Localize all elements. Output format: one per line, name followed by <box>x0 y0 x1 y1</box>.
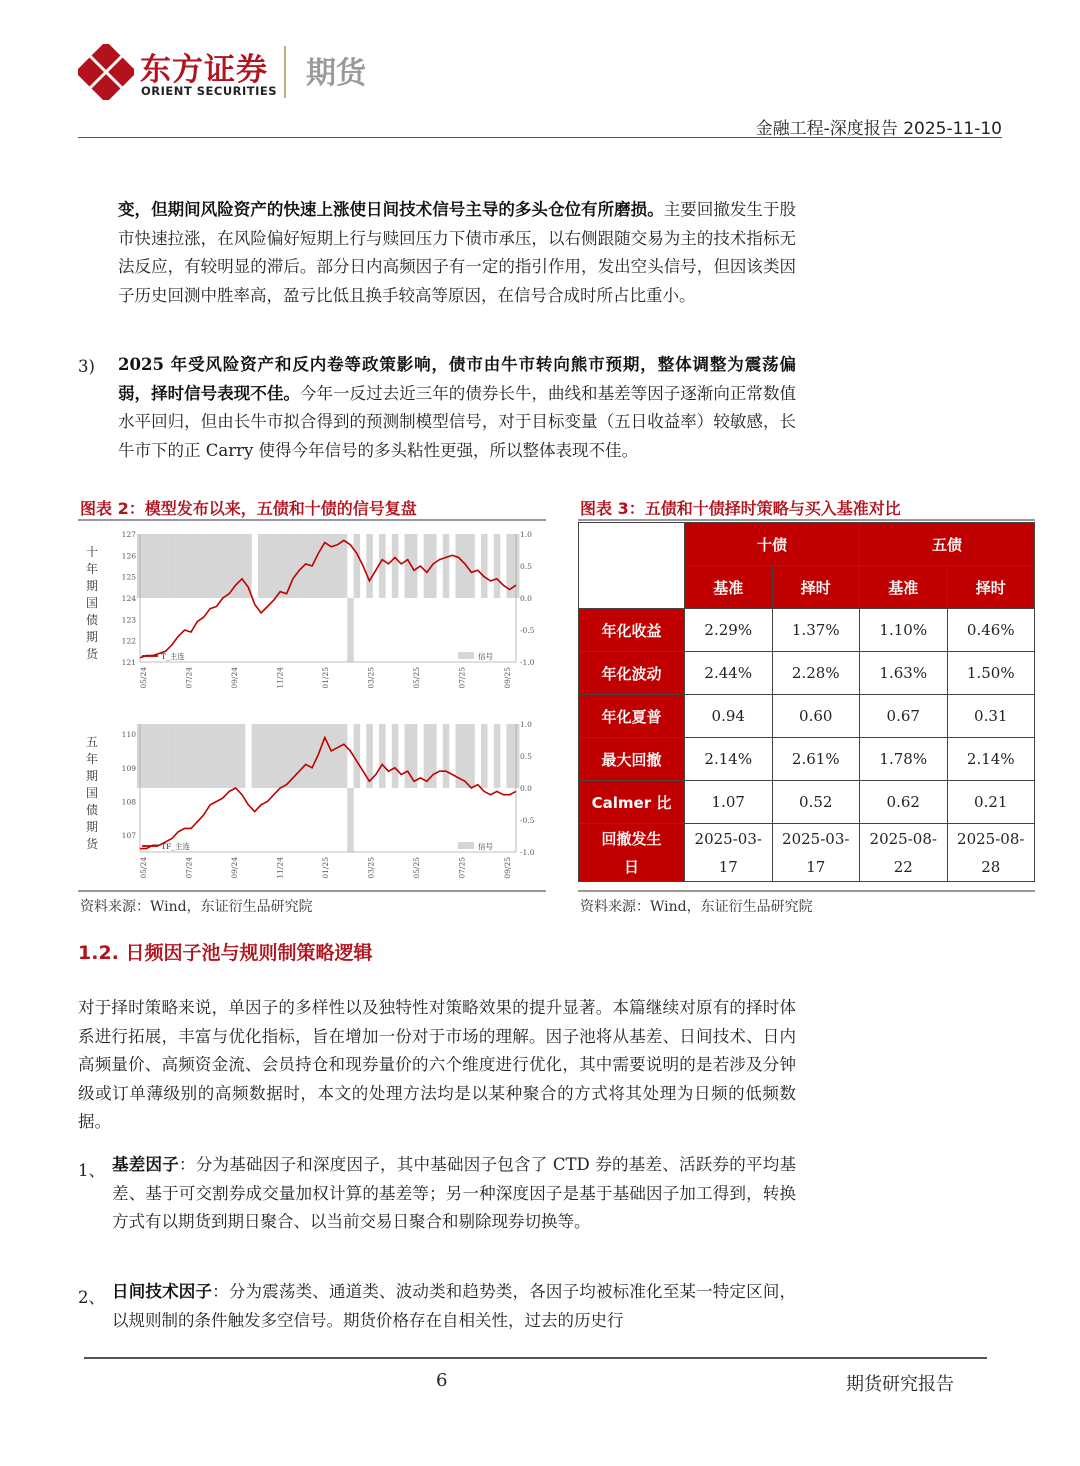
x-tick-label: 11/24 <box>275 857 285 879</box>
cell-line: 2025-08- <box>957 829 1025 848</box>
list-item-basis-factor <box>112 1151 796 1237</box>
signal-bar <box>309 724 316 788</box>
signal-bar <box>220 534 227 598</box>
y-tick-label: 110 <box>121 730 136 740</box>
page-header <box>78 38 1002 138</box>
signal-bar <box>188 724 195 788</box>
signal-bar <box>239 534 246 598</box>
cell-line: 2025-08- <box>869 829 937 848</box>
legend-line-label: TF_主连 <box>161 842 190 851</box>
table-cell: 2.44% <box>685 652 773 695</box>
signal-bar <box>303 724 310 788</box>
table-row <box>579 781 1035 824</box>
figure-3-bottom-rule <box>578 890 1035 892</box>
list-item-body: ：分为基础因子和深度因子，其中基础因子包含了 CTD 券的基差、活跃券的平均基差、基于可交割券成交量加权计算的基差等；另一种深度因子是基于基础因子加工得到，转换方式有以期货到期日聚合、以当前交易日聚合和剔除现券切换等。 <box>112 1155 797 1231</box>
legend-bar-swatch <box>458 652 474 659</box>
signal-bar <box>169 534 176 598</box>
chart-ylabel-char: 五 <box>86 735 99 749</box>
signal-bar <box>296 724 303 788</box>
signal-bar <box>379 724 386 788</box>
table-cell: 2.61% <box>772 738 860 781</box>
table-cell: 2.28% <box>772 652 860 695</box>
signal-bar <box>290 534 297 598</box>
signal-bar <box>430 724 437 788</box>
y2-tick-label: -1.0 <box>520 848 535 857</box>
chart-ylabel-char: 年 <box>86 752 99 766</box>
signal-bar <box>181 724 188 788</box>
signal-bar <box>181 534 188 598</box>
signal-bar <box>494 534 501 598</box>
orient-logo-icon <box>78 44 134 100</box>
paragraph-continued <box>118 196 796 310</box>
row-header-line: 日 <box>623 857 639 876</box>
chart-ylabel-char: 债 <box>86 803 99 817</box>
y-tick-label: 107 <box>121 831 136 841</box>
signal-bar <box>468 724 475 788</box>
signal-bar <box>264 534 271 598</box>
row-header: 最大回撤 <box>579 738 685 781</box>
table-cell: 0.52 <box>772 781 860 824</box>
signal-bar <box>366 534 373 598</box>
y-tick-label: 126 <box>121 551 136 561</box>
table-cell: 2.14% <box>947 738 1035 781</box>
signal-bar <box>194 724 201 788</box>
chart-ylabel-char: 国 <box>86 596 99 610</box>
signal-bar <box>162 534 169 598</box>
y2-tick-label: 0.5 <box>520 752 532 761</box>
subheader-timing: 择时 <box>772 566 860 609</box>
row-header-line: 回撤发生 <box>601 829 662 848</box>
table-corner <box>579 523 685 609</box>
table-cell <box>685 824 773 882</box>
chart-ylabel-char: 期 <box>86 769 99 783</box>
signal-bar <box>201 534 208 598</box>
figure-2-title: 图表 2：模型发布以来，五债和十债的信号复盘 <box>80 499 417 518</box>
row-header: 年化收益 <box>579 609 685 652</box>
x-tick-label: 09/25 <box>503 667 512 689</box>
signal-bar <box>481 724 488 788</box>
logo-english-name: ORIENT SECURITIES <box>141 84 278 98</box>
chart-ylabel-char: 期 <box>86 820 99 834</box>
table-cell: 0.60 <box>772 695 860 738</box>
x-tick-label: 09/25 <box>503 857 512 879</box>
table-cell: 0.62 <box>860 781 948 824</box>
y2-tick-label: 0.5 <box>520 562 532 571</box>
signal-bar <box>252 724 259 788</box>
y2-tick-label: -0.5 <box>520 626 535 635</box>
table-cell: 1.07 <box>685 781 773 824</box>
signal-bar <box>264 724 271 788</box>
figure-2-rule <box>78 519 546 521</box>
chart-ylabel-char: 期 <box>86 579 99 593</box>
chart-ylabel-char: 债 <box>86 613 99 627</box>
x-tick-label: 07/24 <box>184 667 194 689</box>
signal-bar <box>456 534 463 598</box>
y-tick-label: 127 <box>121 530 136 539</box>
figure-3-source: 资料来源：Wind，东证衍生品研究院 <box>580 899 813 915</box>
x-tick-label: 05/25 <box>412 857 421 879</box>
cell-line: 2025-03- <box>694 829 762 848</box>
legend-bar-swatch <box>458 842 474 849</box>
table-cell: 2.29% <box>685 609 773 652</box>
logo-futures-label: 期货 <box>306 56 366 91</box>
y2-tick-label: -1.0 <box>520 658 535 667</box>
list-item-bold-lead: 日间技术因子 <box>112 1282 213 1301</box>
page-number: 6 <box>436 1370 448 1391</box>
report-tag: 金融工程-深度报告 2025-11-10 <box>755 119 1002 139</box>
signal-bar <box>392 724 399 788</box>
figure-2-bottom-rule <box>78 890 546 892</box>
signal-bar <box>277 724 284 788</box>
signal-bar <box>271 724 278 788</box>
signal-bar <box>283 724 290 788</box>
signal-bar <box>175 724 182 788</box>
paragraph-body: 主要回撤发生于股市快速拉涨，在风险偏好短期上行与赎回压力下债市承压，以右侧跟随交易为主的技术指标无法反应，有较明显的滞后。部分日内高频因子有一定的指引作用，发出空头信号，但因该类因子历史回测中胜率高，盈亏比低且换手较高等原因，在信号合成时所占比重小。 <box>118 200 797 305</box>
y2-tick-label: -0.5 <box>520 816 535 825</box>
x-tick-label: 05/25 <box>412 667 421 689</box>
signal-bar <box>239 724 246 788</box>
signal-bar <box>315 724 322 788</box>
signal-bar <box>328 534 335 598</box>
chart-ylabel-char: 年 <box>86 562 99 576</box>
y2-tick-label: 0.0 <box>520 594 532 603</box>
group-header-five-year: 五债 <box>860 523 1035 566</box>
y-tick-label: 125 <box>121 572 136 582</box>
signal-bar <box>156 534 163 598</box>
table-cell: 0.21 <box>947 781 1035 824</box>
signal-bar <box>162 724 169 788</box>
table-cell: 2.14% <box>685 738 773 781</box>
table-row <box>579 738 1035 781</box>
signal-bar <box>175 534 182 598</box>
signal-bar <box>315 534 322 598</box>
table-cell <box>860 824 948 882</box>
figure-3-rule <box>578 519 1035 521</box>
logo-chinese-name: 东方证券 <box>140 52 268 88</box>
signal-bar <box>443 724 450 788</box>
cell-line: 28 <box>981 857 1001 876</box>
signal-bar <box>347 788 354 852</box>
table-cell: 0.46% <box>947 609 1035 652</box>
x-tick-label: 03/25 <box>366 857 376 879</box>
legend-bar-label: 信号 <box>478 652 493 661</box>
table-cell <box>772 824 860 882</box>
table-cell: 0.67 <box>860 695 948 738</box>
signal-bar <box>277 534 284 598</box>
y2-tick-label: 1.0 <box>520 530 532 539</box>
row-header: Calmer 比 <box>579 781 685 824</box>
signal-bar <box>506 724 513 788</box>
table-cell: 1.50% <box>947 652 1035 695</box>
chart-ten-year <box>78 522 546 697</box>
signal-bar <box>271 534 278 598</box>
x-tick-label: 07/25 <box>457 667 467 689</box>
y2-tick-label: 1.0 <box>520 720 532 729</box>
x-tick-label: 09/24 <box>230 667 239 689</box>
signal-bar <box>226 724 233 788</box>
signal-bar <box>405 724 412 788</box>
y-tick-label: 108 <box>121 797 136 807</box>
signal-bar <box>296 534 303 598</box>
signal-bar <box>354 534 361 598</box>
list-number: 1、 <box>78 1161 105 1180</box>
y2-tick-label: 0.0 <box>520 784 532 793</box>
signal-bar <box>207 534 214 598</box>
table-group-header-row <box>579 523 1035 566</box>
paragraph-bold-lead: 变，但期间风险资产的快速上涨使日间技术信号主导的多头仓位有所磨损。 <box>118 200 664 219</box>
cell-line: 17 <box>806 857 826 876</box>
signal-bar <box>405 534 412 598</box>
table-row <box>579 824 1035 882</box>
signal-bar <box>232 724 239 788</box>
subheader-benchmark: 基准 <box>685 566 773 609</box>
x-tick-label: 01/25 <box>321 857 330 879</box>
y-tick-label: 109 <box>121 763 136 773</box>
y-tick-label: 122 <box>121 636 136 646</box>
group-header-ten-year: 十债 <box>685 523 860 566</box>
signal-bar <box>220 724 227 788</box>
table-cell: 0.94 <box>685 695 773 738</box>
signal-bar <box>354 724 361 788</box>
table-cell: 1.37% <box>772 609 860 652</box>
signal-bar <box>207 724 214 788</box>
table-cell: 1.10% <box>860 609 948 652</box>
logo-divider <box>284 46 286 98</box>
table-cell: 1.78% <box>860 738 948 781</box>
signal-bar <box>258 534 265 598</box>
signal-bar <box>201 724 208 788</box>
subheader-timing: 择时 <box>947 566 1035 609</box>
signal-bar <box>443 534 450 598</box>
list-item-technical-factor <box>112 1278 796 1335</box>
y-tick-label: 124 <box>121 594 136 603</box>
signal-bar <box>481 534 488 598</box>
cell-line: 2025-03- <box>782 829 850 848</box>
cell-line: 22 <box>893 857 913 876</box>
section-title: 1.2. 日频因子池与规则制策略逻辑 <box>78 942 373 964</box>
x-tick-label: 09/24 <box>230 857 239 879</box>
y-tick-label: 123 <box>121 615 136 625</box>
signal-bar <box>334 724 341 788</box>
table-row <box>579 652 1035 695</box>
paragraph-2025-review <box>118 351 796 465</box>
signal-bar <box>328 724 335 788</box>
signal-bar <box>194 534 201 598</box>
legend-line-label: T_主连 <box>161 652 185 661</box>
signal-bar <box>347 598 354 662</box>
footer-label: 期货研究报告 <box>846 1374 954 1395</box>
signal-bar <box>494 724 501 788</box>
signal-bar <box>341 534 348 598</box>
signal-bar <box>226 534 233 598</box>
signal-bar <box>143 534 150 598</box>
subheader-benchmark: 基准 <box>860 566 948 609</box>
paragraph-factor-pool: 对于择时策略来说，单因子的多样性以及独特性对策略效果的提升显著。本篇继续对原有的择时体系进行拓展，丰富与优化指标，旨在增加一份对于市场的理解。因子池将从基差、日间技术、日内高频量价、高频资金流、会员持仓和现券量价的六个维度进行优化，其中需要说明的是若涉及分钟级或订单薄级别的高频数据时，本文的处理方法均是以某种聚合的方式将其处理为日频的低频数据。 <box>78 998 796 1131</box>
signal-bar <box>213 724 220 788</box>
y-tick-label: 121 <box>121 658 136 667</box>
list-item-body: ：分为震荡类、通道类、波动类和趋势类，各因子均被标准化至某一特定区间，以规则制的条件触发多空信号。期货价格存在自相关性，过去的历史行 <box>112 1282 796 1330</box>
signal-bar <box>150 534 157 598</box>
list-number: 2、 <box>78 1288 105 1307</box>
cell-line: 17 <box>718 857 738 876</box>
paragraph-body: 今年一反过去近三年的债券长牛，曲线和基差等因子逐渐向正常数值水平回归，但由长牛市拟合得到的预测制模型信号，对于目标变量（五日收益率）较敏感，长牛市下的正 Carry 使得今年信号的多头粘性更强，所以整体表现不佳。 <box>118 383 797 460</box>
chart-five-year <box>78 712 546 887</box>
signal-bar <box>379 534 386 598</box>
row-header: 年化夏普 <box>579 695 685 738</box>
signal-bar <box>322 724 329 788</box>
list-item-bold-lead: 基差因子 <box>112 1155 179 1174</box>
list-number-3: 3) <box>78 357 95 376</box>
signal-bar <box>213 534 220 598</box>
x-tick-label: 05/24 <box>139 667 148 689</box>
chart-ylabel-char: 十 <box>86 545 99 559</box>
x-tick-label: 07/25 <box>457 857 467 879</box>
x-tick-label: 07/24 <box>184 857 194 879</box>
figure-2-source: 资料来源：Wind，东证衍生品研究院 <box>80 899 313 915</box>
signal-bar <box>468 534 475 598</box>
table-cell: 1.63% <box>860 652 948 695</box>
chart-ylabel-char: 货 <box>86 837 99 851</box>
signal-bar <box>143 724 150 788</box>
table-cell: 0.31 <box>947 695 1035 738</box>
x-tick-label: 11/24 <box>275 667 285 689</box>
table-row <box>579 609 1035 652</box>
x-tick-label: 01/25 <box>321 667 330 689</box>
signal-bar <box>392 534 399 598</box>
chart-ylabel-char: 国 <box>86 786 99 800</box>
signal-bar <box>462 724 469 788</box>
table-cell <box>947 824 1035 882</box>
signal-bar <box>258 724 265 788</box>
signal-bar <box>150 724 157 788</box>
x-tick-label: 05/24 <box>139 857 148 879</box>
row-header: 年化波动 <box>579 652 685 695</box>
footer-rule <box>84 1357 987 1359</box>
signal-bar <box>169 724 176 788</box>
comparison-table <box>578 522 1035 882</box>
signal-bar <box>188 534 195 598</box>
paragraph-bold-lead: 2025 年受风险资产和反内卷等政策影响，债市由牛市转向熊市预期，整体调整为震荡偏弱，择时信号表现不佳。 <box>118 355 796 403</box>
x-tick-label: 03/25 <box>366 667 376 689</box>
signal-bar <box>424 534 431 598</box>
signal-bar <box>341 724 348 788</box>
figure-3-title: 图表 3：五债和十债择时策略与买入基准对比 <box>580 499 901 518</box>
table-row <box>579 695 1035 738</box>
row-header <box>579 824 685 882</box>
legend-bar-label: 信号 <box>478 842 493 851</box>
chart-ylabel-char: 货 <box>86 647 99 661</box>
signal-bar <box>156 724 163 788</box>
chart-ylabel-char: 期 <box>86 630 99 644</box>
